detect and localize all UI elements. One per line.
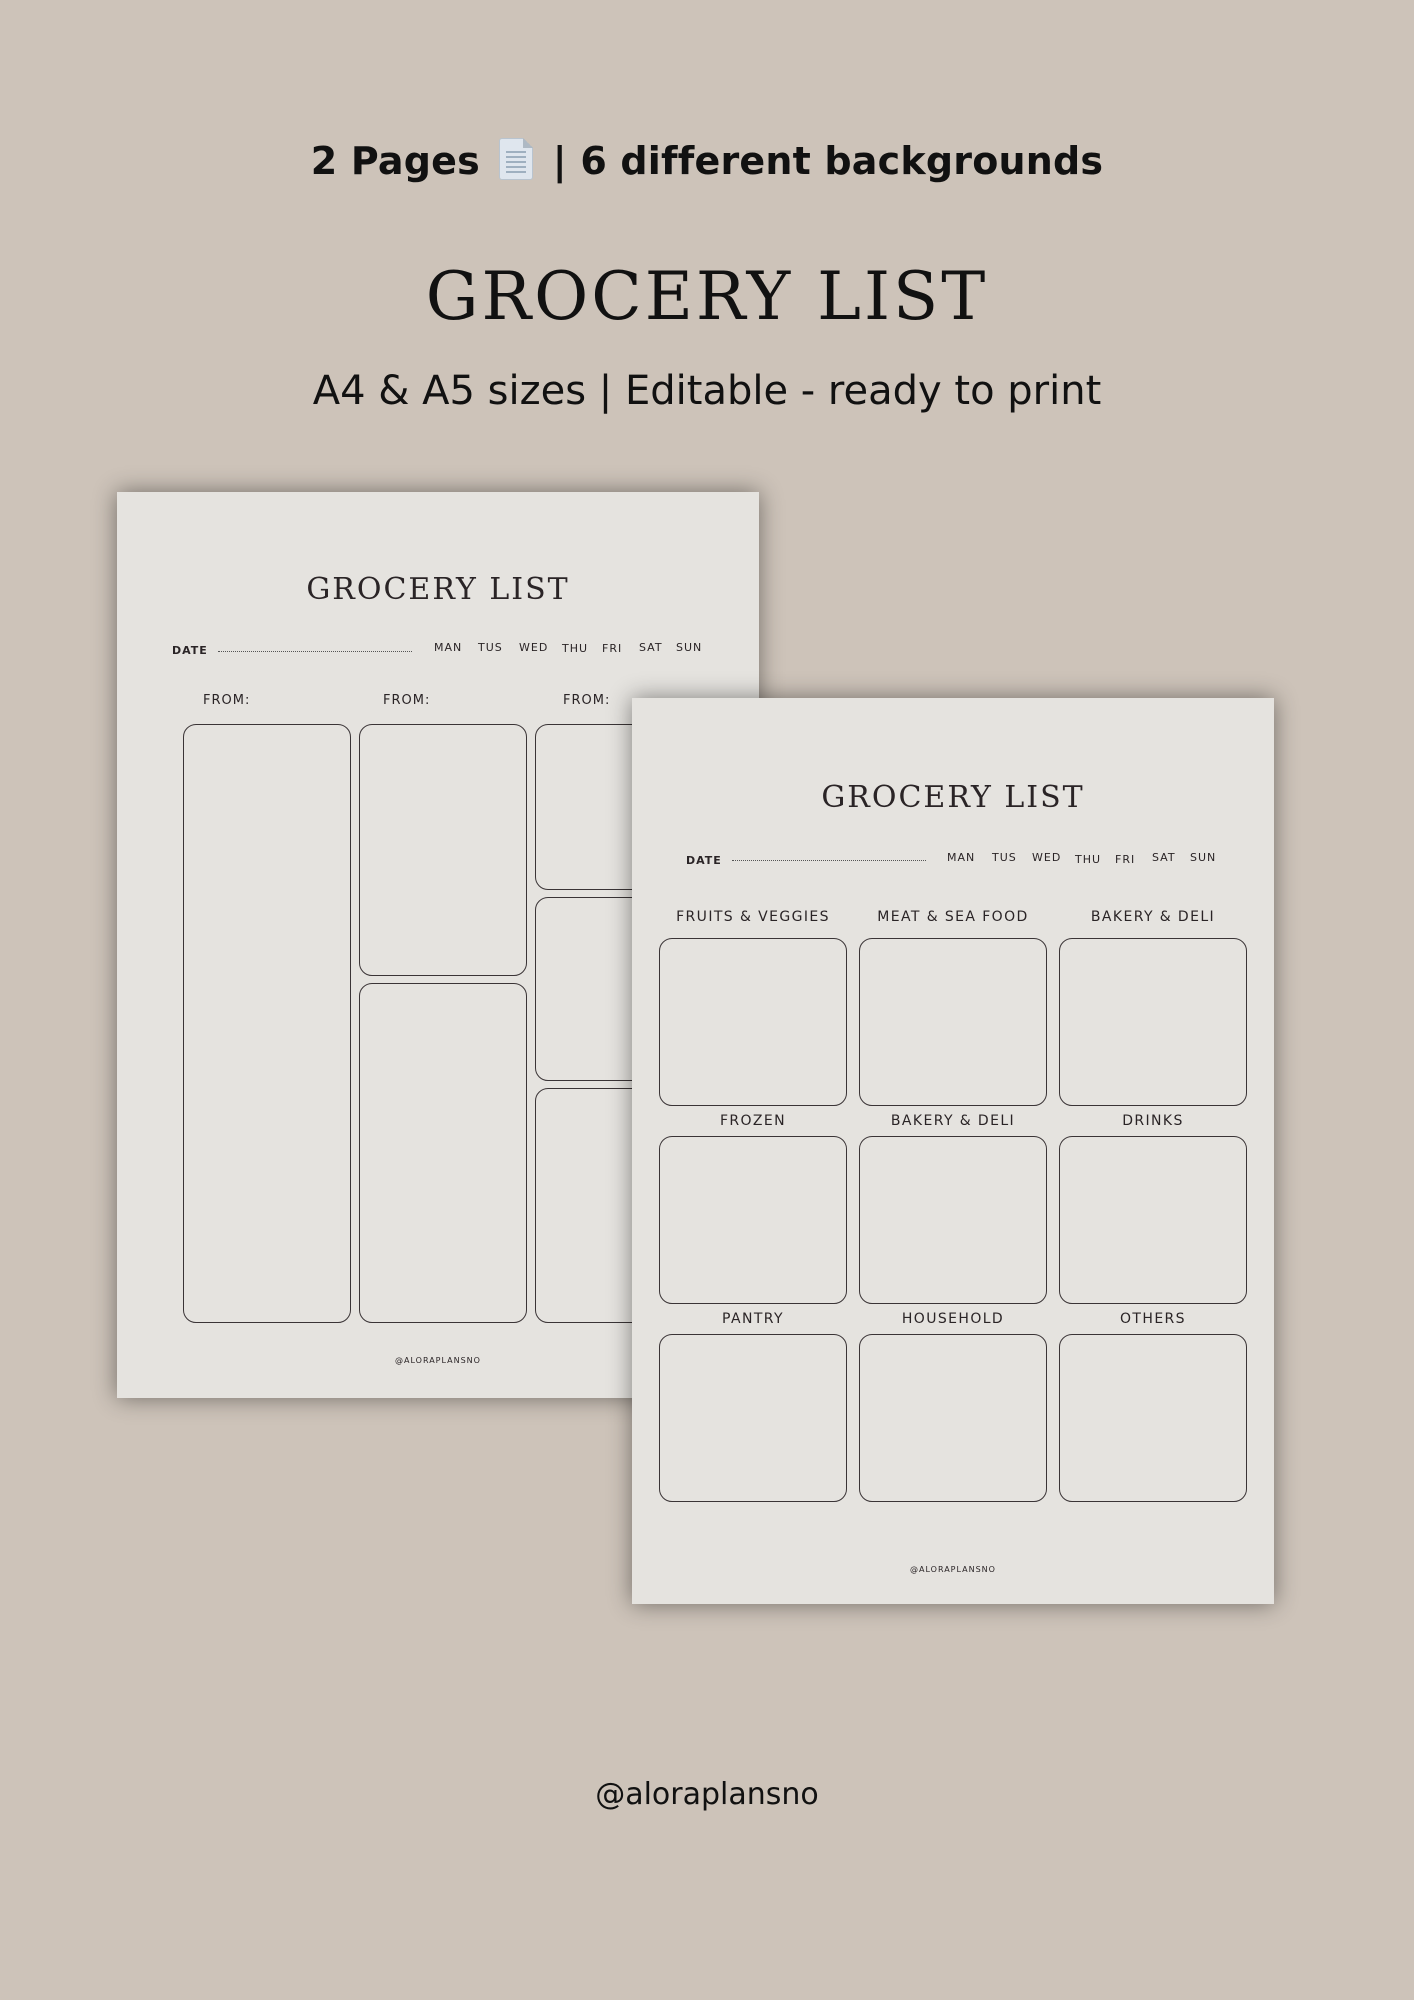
date-line xyxy=(732,860,926,861)
category-box xyxy=(1059,1334,1247,1502)
date-line xyxy=(218,651,412,652)
from-label: FROM: xyxy=(563,693,611,708)
list-box xyxy=(183,724,351,1323)
date-label: DATE xyxy=(172,644,208,657)
header-separator: | xyxy=(552,139,567,183)
category-box xyxy=(659,938,847,1106)
category-box xyxy=(659,1334,847,1502)
category-box xyxy=(859,1136,1047,1304)
page-facing-up-icon xyxy=(499,138,533,180)
day-label: SAT xyxy=(639,641,663,654)
day-label: MAN xyxy=(434,641,463,654)
promo-header xyxy=(0,138,1414,183)
day-label: MAN xyxy=(947,851,976,864)
category-label: OTHERS xyxy=(1120,1311,1186,1327)
sheet-front xyxy=(632,698,1274,1604)
day-label: SUN xyxy=(676,641,703,654)
backgrounds-text: 6 different backgrounds xyxy=(580,139,1104,183)
category-label: FRUITS & VEGGIES xyxy=(676,909,830,925)
category-box xyxy=(659,1136,847,1304)
from-label: FROM: xyxy=(383,693,431,708)
category-label: HOUSEHOLD xyxy=(901,1311,1005,1327)
day-label: SAT xyxy=(1152,851,1176,864)
sheet-title: GROCERY LIST xyxy=(821,780,1085,815)
list-box xyxy=(359,724,527,976)
page-title: GROCERY LIST xyxy=(425,258,989,335)
day-label: THU xyxy=(1075,853,1102,866)
category-label: PANTRY xyxy=(722,1311,784,1327)
sheet-title: GROCERY LIST xyxy=(306,572,570,607)
category-box xyxy=(859,1334,1047,1502)
day-label: THU xyxy=(562,642,589,655)
list-box xyxy=(359,983,527,1323)
day-label: WED xyxy=(1032,851,1062,864)
day-label: FRI xyxy=(602,642,623,655)
category-label: FROZEN xyxy=(719,1113,787,1129)
day-label: FRI xyxy=(1115,853,1136,866)
page-subtitle: A4 & A5 sizes | Editable - ready to print xyxy=(312,368,1102,414)
day-label: SUN xyxy=(1190,851,1217,864)
brand-handle: @aloraplansno xyxy=(595,1777,819,1812)
sheet-footer: @ALORAPLANSNO xyxy=(395,1356,481,1365)
day-label: WED xyxy=(519,641,549,654)
sheet-footer: @ALORAPLANSNO xyxy=(910,1565,996,1574)
pages-text: 2 Pages xyxy=(310,139,480,183)
category-box xyxy=(1059,938,1247,1106)
day-label: TUS xyxy=(478,641,503,654)
category-box xyxy=(1059,1136,1247,1304)
category-label: DRINKS xyxy=(1122,1113,1184,1129)
category-label: BAKERY & DELI xyxy=(890,1113,1016,1129)
day-label: TUS xyxy=(992,851,1017,864)
category-label: MEAT & SEA FOOD xyxy=(877,909,1029,925)
date-label: DATE xyxy=(686,854,722,867)
category-label: BAKERY & DELI xyxy=(1090,909,1216,925)
category-box xyxy=(859,938,1047,1106)
from-label: FROM: xyxy=(203,693,251,708)
